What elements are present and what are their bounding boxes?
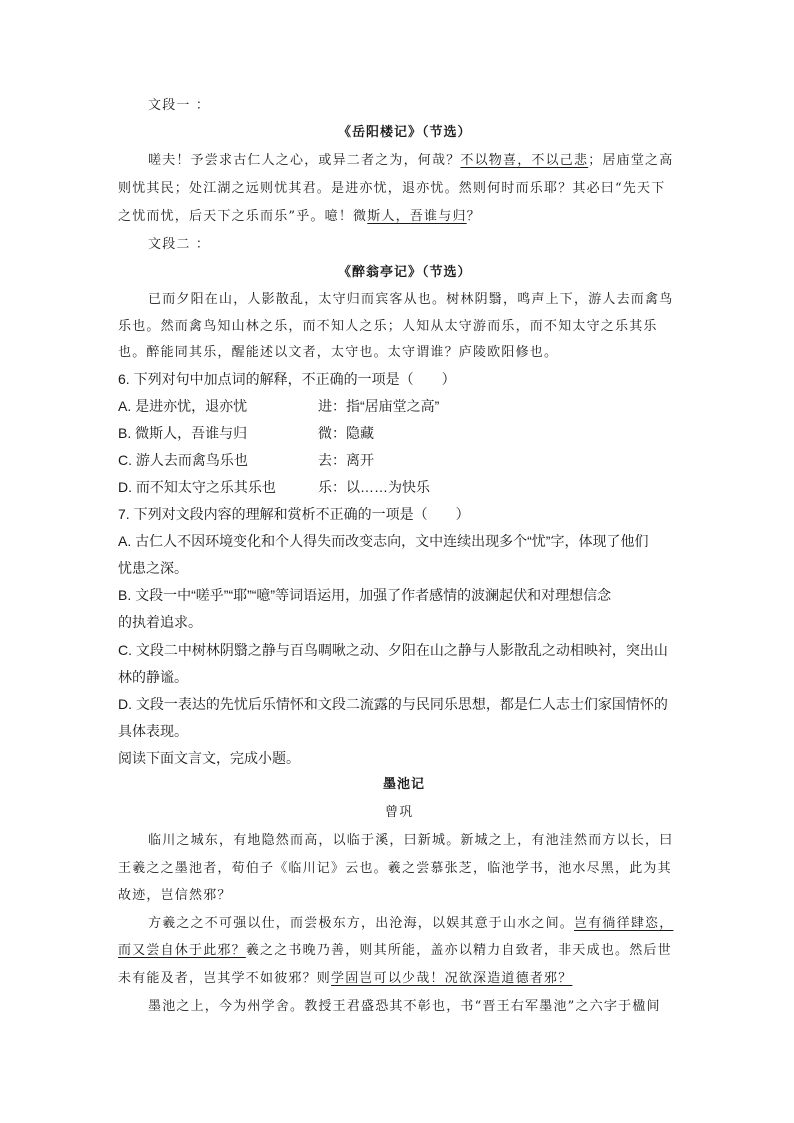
question7-option-a-line1: A. 古仁人不因环境变化和个人得失而改变志向，文中连续出现多个“忧”字，体现了他们 (118, 533, 649, 549)
reading-instruction: 阅读下面文言文，完成小题。 (118, 750, 300, 766)
question7-option-d-line1: D. 文段一表达的先忧后乐情怀和文段二流露的与民同乐思想，都是仁人志士们家国情怀的 (118, 696, 668, 712)
question6-option-b (118, 425, 374, 441)
underlined-phrase: 而又尝自休于此邪？ (118, 943, 246, 958)
passage1-text: ？ (466, 209, 481, 224)
underlined-phrase: 斯人，吾谁与归 (367, 209, 467, 224)
essay-p1-line1: 临川之城东，有地隐然而高，以临于溪，曰新城。新城之上，有池洼然而方以长，曰 (148, 833, 674, 848)
essay-text: 羲之之书晚乃善，则其所能，盖亦以精力自致者，非天成也。然后世 (245, 943, 672, 958)
essay-p2-line1 (148, 917, 673, 930)
question7-option-d-line2: 具体表现。 (118, 723, 188, 739)
question6-option-c (118, 452, 374, 468)
essay-title: 墨池记 (383, 777, 426, 792)
essay-text: 未有能及者，岂其学不如彼邪？则 (118, 971, 332, 986)
essay-p2-line2 (118, 944, 672, 957)
essay-author: 曾巩 (385, 805, 414, 820)
passage1-title: 《岳阳楼记》（节选） (338, 125, 472, 140)
question6-option-d (118, 479, 430, 495)
passage2-line1: 已而夕阳在山，人影散乱，太守归而宾客从也。树林阴翳，鸣声上下，游人去而禽鸟 (148, 292, 674, 307)
passage1-line1 (148, 154, 673, 167)
essay-p1-line3: 故迹，岂信然邪？ (118, 888, 232, 903)
option-text: A. 是进亦忧，退亦忧 (118, 398, 248, 414)
option-text: C. 游人去而禽鸟乐也 (118, 452, 248, 468)
option-gloss: 去：离开 (318, 452, 374, 468)
option-text: B. 微斯人，吾谁与归 (118, 425, 248, 441)
question7-stem: 7. 下列对文段内容的理解和赏析不正确的一项是（ ） (118, 506, 470, 522)
question7-option-b-line1: B. 文段一中“嗟乎”“耶”“噫”等词语运用，加强了作者感情的波澜起伏和对理想信念 (118, 587, 612, 603)
option-gloss: 微：隐藏 (318, 425, 374, 441)
passage1-line3 (118, 210, 481, 223)
passage2-label: 文段二 ： (148, 237, 211, 252)
essay-p1-line2: 王羲之之墨池者，荀伯子《临川记》云也。羲之尝慕张芝，临池学书，池水尽黑，此为其 (118, 861, 672, 876)
essay-p3-line1: 墨池之上，今为州学舍。教授王君盛恐其不彰也，书“晋王右军墨池”之六字于楹间 (148, 999, 661, 1014)
option-gloss: 进：指“居庙堂之高” (318, 398, 440, 414)
passage1-text: ；居庙堂之高 (588, 153, 674, 168)
passage1-text: 嗟夫！予尝求古仁人之心，或异二者之为，何哉？ (148, 153, 461, 168)
passage2-title: 《醉翁亭记》（节选） (338, 265, 472, 280)
underlined-phrase: 学固岂可以少哉！况欲深造道德者邪？ (331, 971, 573, 986)
passage1-line2: 则忧其民；处江湖之远则忧其君。是进亦忧，退亦忧。然则何时而乐耶？其必曰“先天下 (118, 181, 666, 196)
essay-text: 方羲之之不可强以仕，而尝极东方，出沧海，以娱其意于山水之间。 (148, 916, 575, 931)
option-gloss: 乐：以……为快乐 (318, 479, 430, 495)
question7-option-c-line2: 林的静谧。 (118, 669, 188, 685)
passage1-label: 文段一 ： (148, 98, 211, 113)
question6-option-a (118, 398, 440, 414)
underlined-phrase: 岂有徜徉肆恣， (574, 916, 674, 931)
option-text: D. 而不知太守之乐其乐也 (118, 479, 276, 495)
question7-option-a-line2: 忧患之深。 (118, 560, 188, 576)
underlined-phrase: 不以物喜，不以己悲 (460, 153, 589, 168)
question7-option-c-line1: C. 文段二中树林阴翳之静与百鸟啁啾之动、夕阳在山之静与人影散乱之动相映衬，突出山 (118, 642, 668, 658)
passage2-line3: 也。醉能同其乐，醒能述以文者，太守也。太守谓谁？庐陵欧阳修也。 (118, 345, 559, 360)
passage1-text: 之忧而忧，后天下之乐而乐”乎。噫！微 (118, 209, 368, 224)
passage2-line2: 乐也。然而禽鸟知山林之乐，而不知人之乐；人知从太守游而乐，而不知太守之乐其乐 (118, 319, 658, 334)
question7-option-b-line2: 的执着追求。 (118, 614, 202, 630)
question6-stem: 6. 下列对句中加点词的解释，不正确的一项是（ ） (118, 371, 456, 387)
essay-p2-line3 (118, 972, 572, 985)
